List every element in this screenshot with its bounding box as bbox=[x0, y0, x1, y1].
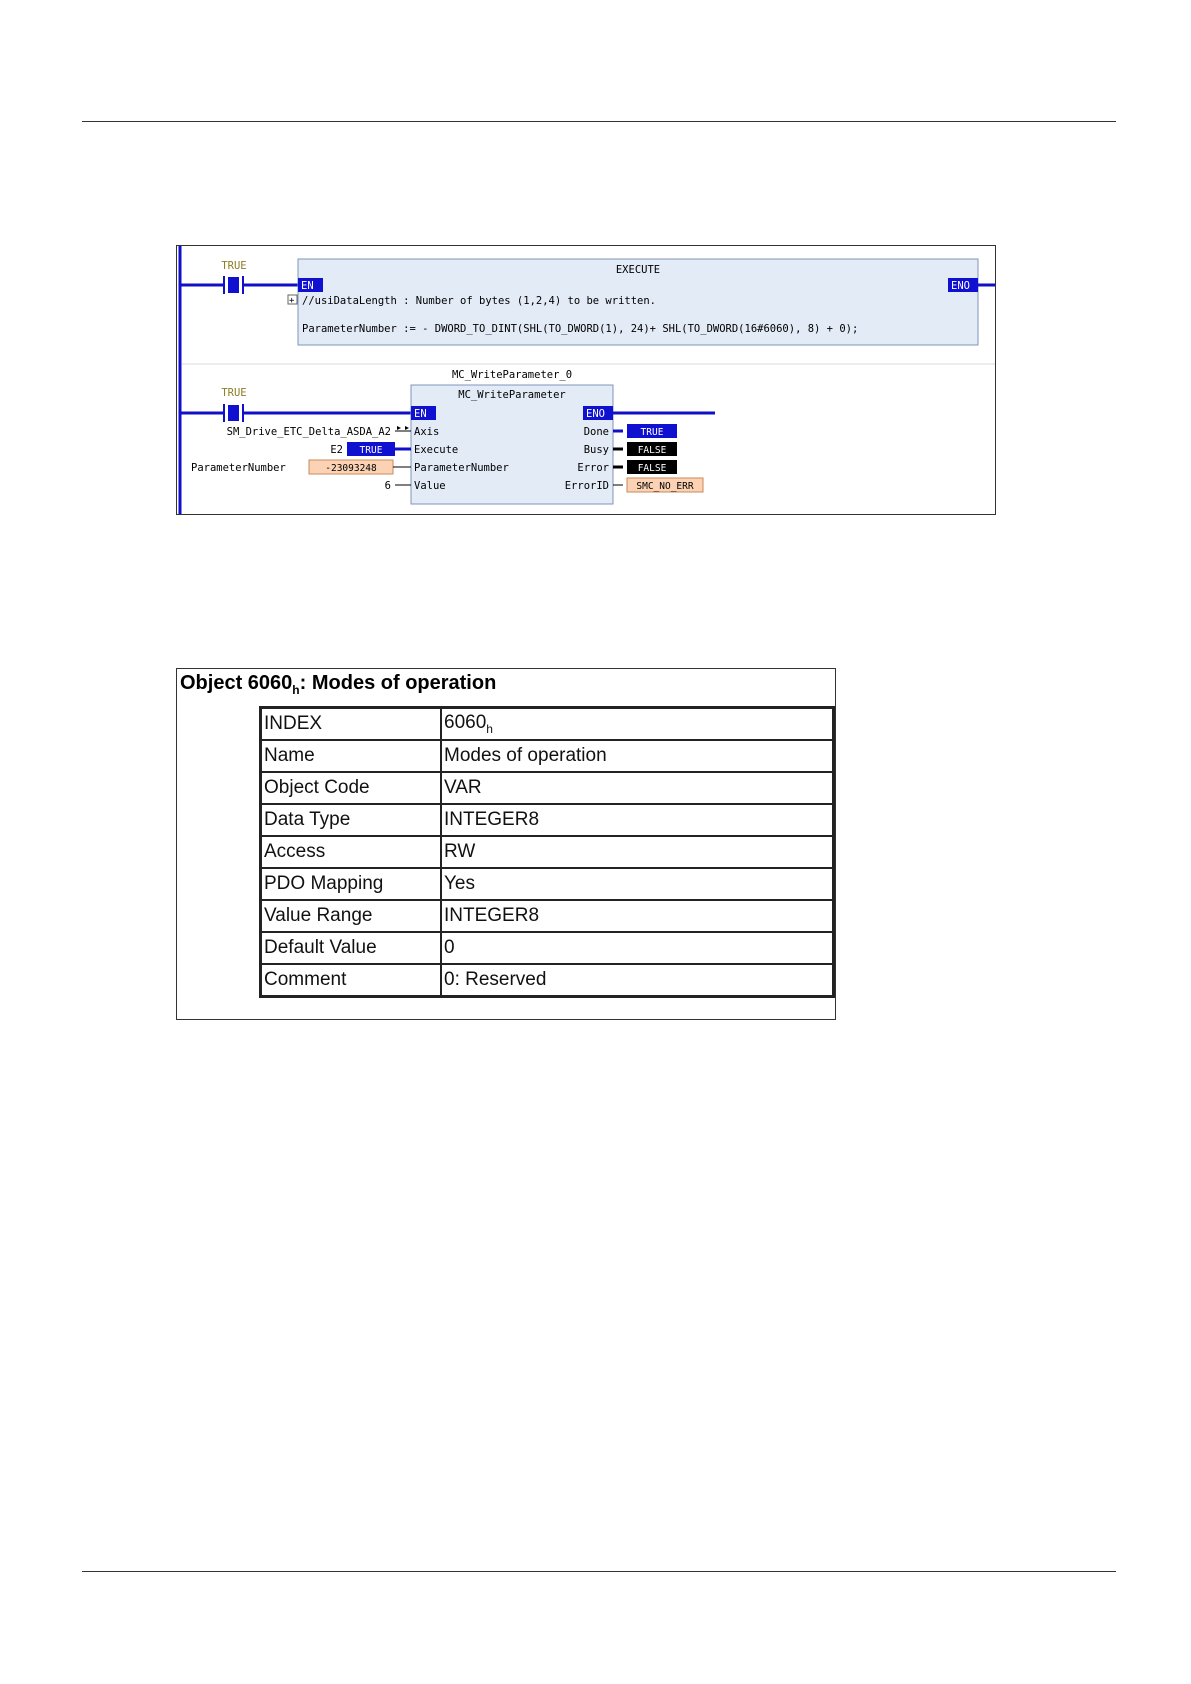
rung-1 bbox=[180, 259, 995, 345]
input-pin-axis: Axis bbox=[414, 426, 440, 438]
table-row bbox=[261, 964, 834, 997]
row-value: 0 bbox=[441, 932, 834, 964]
object-title-suffix: : Modes of operation bbox=[299, 672, 497, 694]
contact-true[interactable] bbox=[224, 276, 243, 294]
object-title bbox=[180, 672, 496, 697]
table-row bbox=[261, 932, 834, 964]
row-value: Yes bbox=[441, 868, 834, 900]
parameternumber-source: ParameterNumber bbox=[191, 462, 286, 474]
input-pin-execute: Execute bbox=[414, 444, 459, 456]
error-value: FALSE bbox=[637, 463, 667, 474]
en-pin-label: EN bbox=[414, 408, 427, 420]
code-line: ParameterNumber := - DWORD_TO_DINT(SHL(TO_DWORD(1), 24)+ SHL(TO_DWORD(16#6060), 8) + 0); bbox=[302, 323, 859, 335]
table-row bbox=[261, 772, 834, 804]
row-key: PDO Mapping bbox=[261, 868, 442, 900]
row-key: Name bbox=[261, 740, 442, 772]
en-pin-label: EN bbox=[301, 280, 314, 292]
table-row bbox=[261, 804, 834, 836]
bottom-rule bbox=[82, 1571, 1116, 1572]
ladder-diagram bbox=[176, 245, 996, 515]
row-value: VAR bbox=[441, 772, 834, 804]
output-pin-errorid: ErrorID bbox=[564, 480, 609, 492]
row-value: INTEGER8 bbox=[441, 900, 834, 932]
fb-type-name: MC_WriteParameter bbox=[458, 389, 566, 401]
contact-label: TRUE bbox=[221, 260, 247, 272]
parameternumber-value: -23093248 bbox=[325, 463, 377, 474]
errorid-value: SMC_NO_ERR bbox=[636, 481, 694, 492]
contact-label: TRUE bbox=[221, 387, 247, 399]
row-value: RW bbox=[441, 836, 834, 868]
object-table bbox=[259, 706, 835, 998]
row-value-sub: h bbox=[486, 721, 493, 736]
input-pin-value: Value bbox=[414, 480, 446, 492]
row-key: Comment bbox=[261, 964, 442, 997]
output-pin-error: Error bbox=[577, 462, 609, 474]
row-key: INDEX bbox=[261, 708, 442, 741]
execute-block-title: EXECUTE bbox=[615, 264, 661, 276]
table-row bbox=[261, 900, 834, 932]
fb-instance-name: MC_WriteParameter_0 bbox=[451, 369, 573, 381]
execute-source: E2 bbox=[330, 444, 343, 456]
axis-source: SM_Drive_ETC_Delta_ASDA_A2 bbox=[226, 426, 391, 438]
top-rule bbox=[82, 121, 1116, 122]
row-value bbox=[441, 708, 834, 741]
table-row bbox=[261, 708, 834, 741]
done-value: TRUE bbox=[640, 427, 664, 438]
row-key: Default Value bbox=[261, 932, 442, 964]
object-title-sub: h bbox=[292, 683, 300, 697]
expand-toggle-label: + bbox=[289, 296, 295, 306]
busy-value: FALSE bbox=[637, 445, 667, 456]
output-pin-done: Done bbox=[583, 426, 609, 438]
inout-arrow-icon bbox=[397, 426, 409, 430]
table-row bbox=[261, 836, 834, 868]
row-key: Value Range bbox=[261, 900, 442, 932]
contact-true[interactable] bbox=[224, 404, 243, 422]
table-row bbox=[261, 740, 834, 772]
table-row bbox=[261, 868, 834, 900]
object-title-prefix: Object 6060 bbox=[180, 672, 293, 694]
eno-pin-label: ENO bbox=[951, 280, 970, 292]
rung-2 bbox=[180, 369, 715, 504]
row-value: 0: Reserved bbox=[441, 964, 834, 997]
output-pin-busy: Busy bbox=[583, 444, 609, 456]
execute-value: TRUE bbox=[359, 445, 383, 456]
row-value: Modes of operation bbox=[441, 740, 834, 772]
row-value: INTEGER8 bbox=[441, 804, 834, 836]
eno-pin-label: ENO bbox=[586, 408, 605, 420]
value-source: 6 bbox=[384, 480, 391, 492]
row-key: Access bbox=[261, 836, 442, 868]
object-6060-panel bbox=[176, 668, 836, 1020]
code-comment: //usiDataLength : Number of bytes (1,2,4) to be written. bbox=[302, 295, 657, 307]
input-pin-parameternumber: ParameterNumber bbox=[414, 462, 509, 474]
row-value-text: 6060 bbox=[444, 712, 487, 734]
row-key: Data Type bbox=[261, 804, 442, 836]
row-key: Object Code bbox=[261, 772, 442, 804]
